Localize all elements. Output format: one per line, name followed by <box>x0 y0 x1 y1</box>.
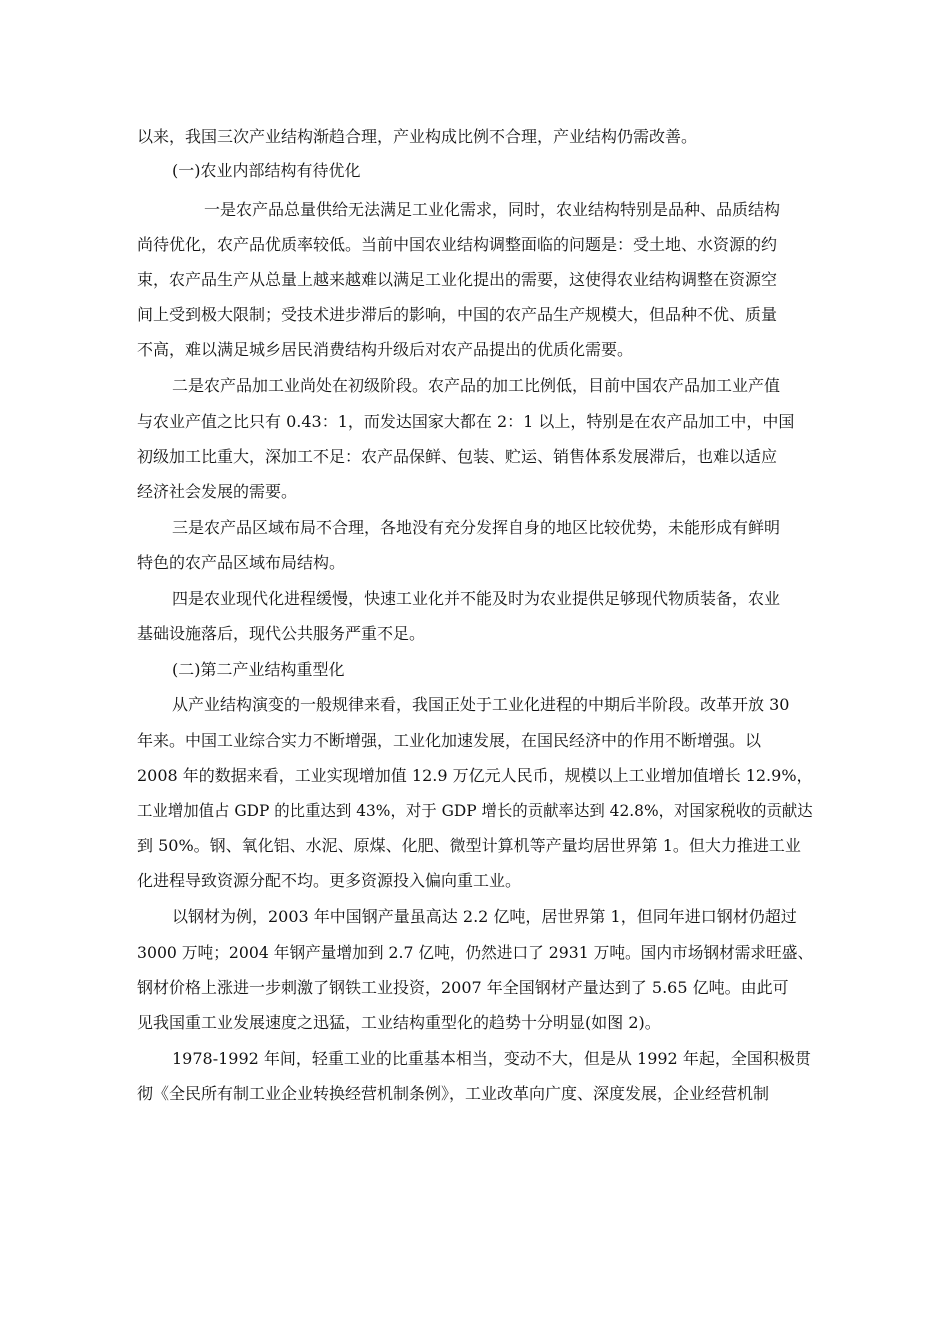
section-heading: (一)农业内部结构有待优化 <box>172 161 361 180</box>
section-heading: (二)第二产业结构重型化 <box>172 660 345 679</box>
text-line: 基础设施落后，现代公共服务严重不足。 <box>137 624 426 643</box>
text-line: 尚待优化，农产品优质率较低。当前中国农业结构调整面临的问题是：受土地、水资源的约 <box>137 235 778 254</box>
text-line: 束，农产品生产从总量上越来越难以满足工业化提出的需要，这使得农业结构调整在资源空 <box>137 270 778 289</box>
text-line: 工业增加值占 GDP 的比重达到 43%，对于 GDP 增长的贡献率达到 42.8%，对国家税收的贡献达 <box>137 801 813 820</box>
text-line: 与农业产值之比只有 0.43：1，而发达国家大都在 2：1 以上，特别是在农产品加工中，中国 <box>137 412 795 431</box>
text-line: 1978-1992 年间，轻重工业的比重基本相当，变动不大，但是从 1992 年起，全国积极贯 <box>172 1049 811 1068</box>
text-line: 间上受到极大限制；受技术进步滞后的影响，中国的农产品生产规模大，但品种不优、质量 <box>137 305 778 324</box>
text-line: 二是农产品加工业尚处在初级阶段。农产品的加工比例低，目前中国农产品加工业产值 <box>172 376 781 395</box>
text-line: 初级加工比重大，深加工不足：农产品保鲜、包装、贮运、销售体系发展滞后，也难以适应 <box>137 447 778 466</box>
text-line: 三是农产品区域布局不合理，各地没有充分发挥自身的地区比较优势，未能形成有鲜明 <box>172 518 781 537</box>
text-line: 特色的农产品区域布局结构。 <box>137 553 346 572</box>
text-line: 化进程导致资源分配不均。更多资源投入偏向重工业。 <box>137 871 522 890</box>
text-line: 钢材价格上涨进一步刺激了钢铁工业投资，2007 年全国钢材产量达到了 5.65 亿吨。由此可 <box>137 978 789 997</box>
text-line: 见我国重工业发展速度之迅猛，工业结构重型化的趋势十分明显(如图 2)。 <box>137 1013 661 1032</box>
text-line: 3000 万吨；2004 年钢产量增加到 2.7 亿吨，仍然进口了 2931 万吨。国内市场钢材需求旺盛、 <box>137 943 814 962</box>
text-line: 四是农业现代化进程缓慢，快速工业化并不能及时为农业提供足够现代物质装备，农业 <box>172 589 781 608</box>
text-line: 年来。中国工业综合实力不断增强，工业化加速发展，在国民经济中的作用不断增强。以 <box>137 731 762 750</box>
text-line: 2008 年的数据来看，工业实现增加值 12.9 万亿元人民币，规模以上工业增加值增长 12.9%， <box>137 766 813 785</box>
text-line: 一是农产品总量供给无法满足工业化需求，同时，农业结构特别是品种、品质结构 <box>204 200 781 219</box>
text-line: 以来，我国三次产业结构渐趋合理，产业构成比例不合理，产业结构仍需改善。 <box>137 127 698 146</box>
text-line: 经济社会发展的需要。 <box>137 482 298 501</box>
text-line: 到 50%。钢、氧化铝、水泥、原煤、化肥、微型计算机等产量均居世界第 1。但大力推进工业 <box>137 836 801 855</box>
text-line: 以钢材为例，2003 年中国钢产量虽高达 2.2 亿吨，居世界第 1，但同年进口钢材仍超过 <box>172 907 797 926</box>
text-line: 不高，难以满足城乡居民消费结构升级后对农产品提出的优质化需要。 <box>137 340 634 359</box>
text-line: 从产业结构演变的一般规律来看，我国正处于工业化进程的中期后半阶段。改革开放 30 <box>172 695 790 714</box>
text-line: 彻《全民所有制工业企业转换经营机制条例》，工业改革向广度、深度发展，企业经营机制 <box>137 1084 770 1103</box>
